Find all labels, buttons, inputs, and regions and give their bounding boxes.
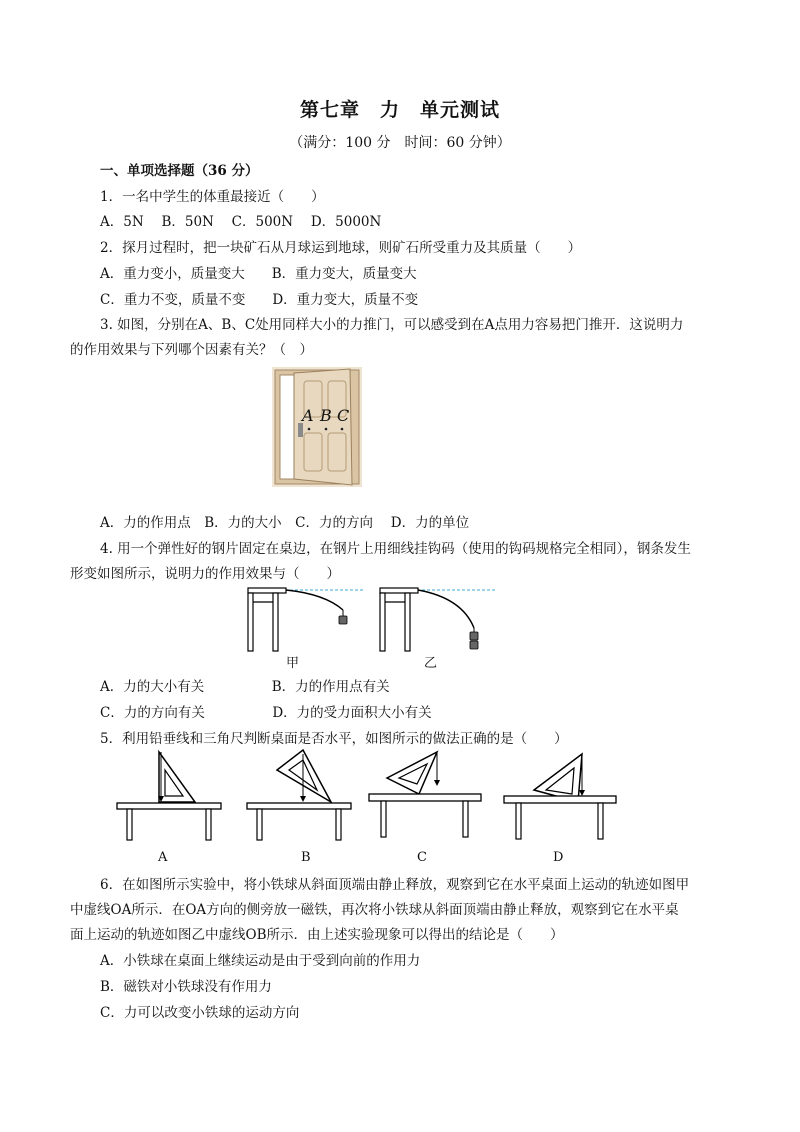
figure-label-c: C [417, 850, 427, 865]
figure-label-a: A [158, 850, 168, 865]
question-2-options-row1: A．重力变小，质量变大 B．重力变大，质量变大 [100, 266, 417, 282]
question-6-option-b: B．磁铁对小铁球没有作用力 [100, 979, 272, 995]
door-label-c: C [337, 406, 350, 425]
door-figure [272, 367, 362, 487]
question-4-stem-line2: 形变如图所示，说明力的作用效果与（ ） [70, 566, 340, 582]
page-title: 第七章 力 单元测试 [299, 99, 500, 121]
door-label-b: B [320, 406, 332, 425]
section-heading: 一、单项选择题（36 分） [100, 163, 259, 179]
figure-label-jia: 甲 [286, 656, 300, 671]
question-1-options: A．5N B．50N C．500N D．5000N [100, 214, 382, 230]
question-3-stem-line2: 的作用效果与下列哪个因素有关？（ ） [70, 342, 313, 358]
question-4-stem-line1: 4. 用一个弹性好的钢片固定在桌边，在钢片上用细线挂钩码（使用的钩码规格完全相同），钢条发生 [100, 541, 691, 557]
question-5-stem: 5．利用铅垂线和三角尺判断桌面是否水平，如图所示的做法正确的是（ ） [100, 731, 568, 747]
figure-label-b: B [301, 850, 311, 865]
question-6-option-a: A．小铁球在桌面上继续运动是由于受到向前的作用力 [100, 953, 421, 969]
question-2-stem: 2．探月过程时，把一块矿石从月球运到地球，则矿石所受重力及其质量（ ） [100, 240, 582, 256]
plumb-figure-c [367, 750, 483, 842]
plumb-figure-d [502, 750, 618, 842]
spring-steel-figure-jia [245, 588, 365, 652]
question-1-stem: 1．一名中学生的体重最接近（ ） [100, 189, 325, 205]
question-4-options-row2: C．力的方向有关 D．力的受力面积大小有关 [100, 705, 432, 721]
question-2-options-row2: C．重力不变，质量不变 D．重力变大，质量不变 [100, 292, 419, 308]
question-4-options-row1: A．力的大小有关 B．力的作用点有关 [100, 679, 390, 695]
door-label-a: A [302, 406, 314, 425]
question-6-stem-line1: 6．在如图所示实验中，将小铁球从斜面顶端由静止释放，观察到它在水平桌面上运动的轨迹如图甲 [100, 877, 690, 893]
page-subtitle: （满分：100 分 时间：60 分钟） [289, 135, 511, 151]
figure-label-yi: 乙 [424, 656, 438, 671]
question-3-stem-line1: 3. 如图，分别在A、B、C处用同样大小的力推门，可以感受到在A点用力容易把门推开．这说明力 [100, 317, 684, 333]
question-6-stem-line3: 面上运动的轨迹如图乙中虚线OB所示．由上述实验现象可以得出的结论是（ ） [70, 927, 564, 943]
plumb-figure-a [115, 750, 225, 842]
question-6-option-c: C．力可以改变小铁球的运动方向 [100, 1005, 300, 1021]
question-3-options: A．力的作用点 B．力的大小 C．力的方向 D．力的单位 [100, 515, 470, 531]
plumb-figure-b [245, 750, 355, 842]
figure-label-d: D [553, 850, 564, 865]
question-6-stem-line2: 中虚线OA所示．在OA方向的侧旁放一磁铁，再次将小铁球从斜面顶端由静止释放，观察到它在水平桌 [70, 902, 679, 918]
